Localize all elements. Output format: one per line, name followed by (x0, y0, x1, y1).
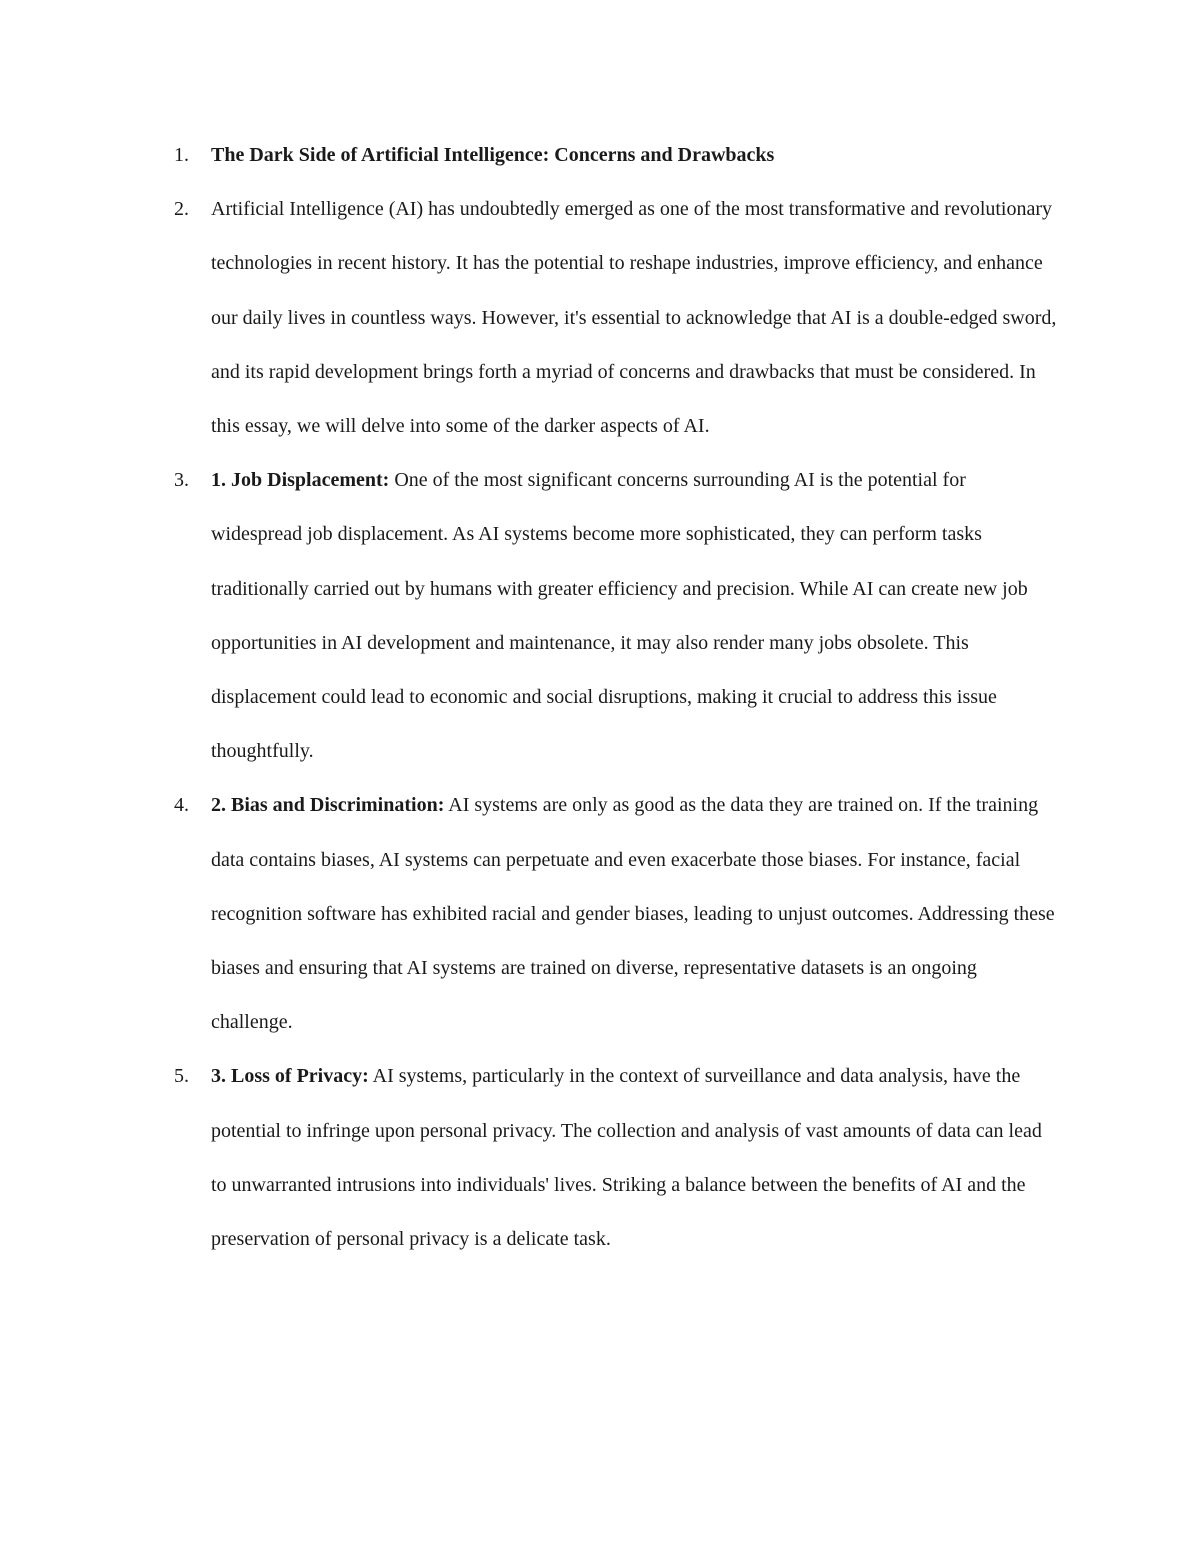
section-body-job-displacement: One of the most significant concerns surrounding AI is the potential for widespread job displacement. As AI systems become more sophisticated, they can perform tasks traditionally carried out by humans with greater efficiency and precision. While AI can create new job opportunities in AI development and maintenance, it may also render many jobs obsolete. This displacement could lead to economic and social disruptions, making it crucial to address this issue thoughtfully. (211, 469, 1028, 763)
introduction-paragraph: Artificial Intelligence (AI) has undoubtedly emerged as one of the most transformative and revolutionary technologies in recent history. It has the potential to reshape industries, improve efficiency, and enhance our daily lives in countless ways. However, it's essential to acknowledge that AI is a double-edged sword, and its rapid development brings forth a myriad of concerns and drawbacks that must be considered. In this essay, we will delve into some of the darker aspects of AI. (211, 198, 1057, 438)
numbered-list (0, 128, 1200, 1266)
list-number: 1. (174, 144, 189, 166)
list-item-loss-of-privacy (0, 1049, 1061, 1266)
list-number: 4. (174, 794, 189, 817)
section-body-bias-discrimination: AI systems are only as good as the data they are trained on. If the training data contains biases, AI systems can perpetuate and even exacerbate those biases. For instance, facial recognition software has exhibited racial and gender biases, leading to unjust outcomes. Addressing these biases and ensuring that AI systems are trained on diverse, representative datasets is an ongoing challenge. (211, 794, 1055, 1034)
section-lead-job-displacement: 1. Job Displacement: (211, 469, 390, 492)
list-item-bias-discrimination (0, 778, 1061, 1049)
section-lead-loss-of-privacy: 3. Loss of Privacy: (211, 1065, 369, 1088)
list-item-title (0, 128, 1061, 182)
list-item-introduction (0, 182, 1061, 453)
document-title: The Dark Side of Artificial Intelligence: Concerns and Drawbacks (211, 144, 775, 166)
list-number: 5. (174, 1065, 189, 1088)
section-body-loss-of-privacy: AI systems, particularly in the context of surveillance and data analysis, have the potential to infringe upon personal privacy. The collection and analysis of vast amounts of data can lead to unwarranted intrusions into individuals' lives. Striking a balance between the benefits of AI and the preservation of personal privacy is a delicate task. (211, 1065, 1042, 1251)
list-number: 2. (174, 198, 189, 221)
list-number: 3. (174, 469, 189, 492)
list-item-job-displacement (0, 453, 1061, 778)
section-lead-bias-discrimination: 2. Bias and Discrimination: (211, 794, 445, 817)
